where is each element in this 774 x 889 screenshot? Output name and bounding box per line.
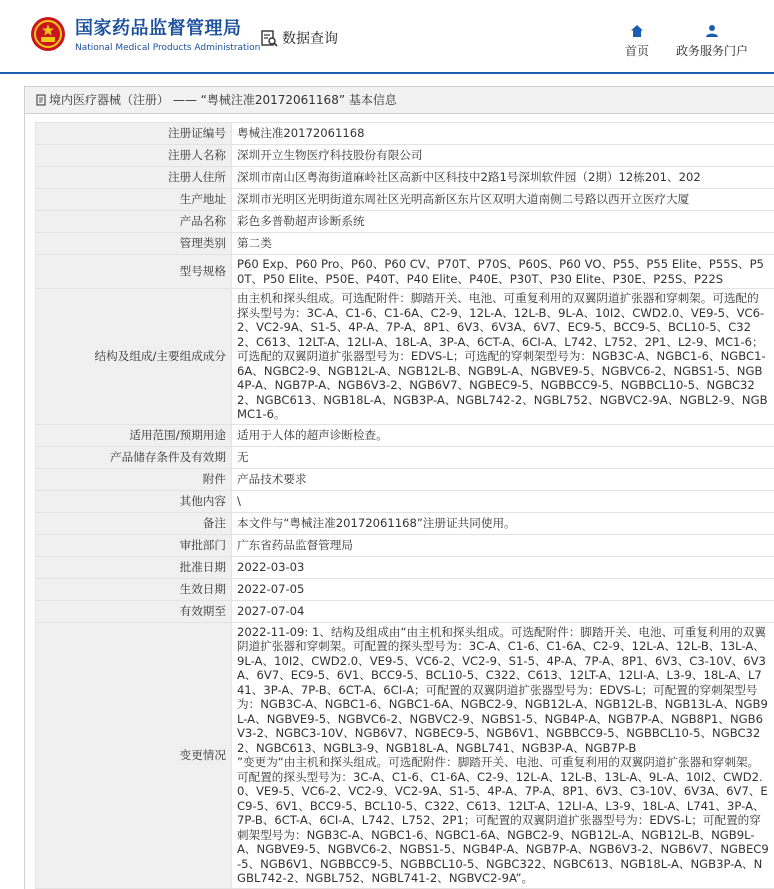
row-value: 本文件与“粤械注准20172061168”注册证共同使用。 — [232, 512, 774, 534]
row-value: P60 Exp、P60 Pro、P60、P60 CV、P70T、P70S、P60S、P60 VO、P55、P55 Elite、P55S、P50T、P50 Elite、P50E、P40T、P40 Elite、P40E、P30T、P30 Elite、P30E、P25S、P22S — [232, 255, 774, 289]
row-label: 管理类别 — [36, 233, 232, 255]
page-title: 境内医疗器械（注册） —— “粤械注准20172061168” 基本信息 — [49, 87, 397, 113]
row-value: 无 — [232, 446, 774, 468]
row-value: 2027-07-04 — [232, 600, 774, 622]
table-row — [36, 534, 774, 556]
row-label: 注册人住所 — [36, 167, 232, 189]
row-label: 生效日期 — [36, 578, 232, 600]
table-row — [36, 556, 774, 578]
org-name-en: National Medical Products Administration — [75, 42, 260, 54]
row-value: 深圳开立生物医疗科技股份有限公司 — [232, 145, 774, 167]
table-row — [36, 490, 774, 512]
org-name-cn: 国家药品监督管理局 — [75, 18, 260, 40]
row-value: 2022-11-09: 1、结构及组成由“由主机和探头组成。可选配附件：脚踏开关、电池、可重复利用的双翼阴道扩张器和穿刺架。可配置的探头型号为：3C-A、C1-6、C1-6A、C2-9、12L-A、12L-B、13L-A、9L-A、10I2、CWD2.0、VE9-5、VC6-2、VC2-9、S1-5、4P-A、7P-A、8P1、6V3、C3-10V、6V3A、6V7、EC9-5、6V1、BCC9-5、BCL10-5、C322、C613、12LT-A、12LI-A、L3-9、18L-A、L741、3P-A、7P-B、6CT-A、6CI-A；可配置的双翼阴道扩张器型号为：EDVS-L；可配置的穿刺架型号为：NGB3C-A、NGBC1-6、NGBC1-6A、NGBC2-9、NGB12L-A、NGB12L-B、NGB13L-A、NGB9L-A、NGBVE9-5、NGBVC6-2、NGBVC2-9、NGBS1-5、NGB4P-A、NGB7P-A、NGB8P1、NGB6V3-2、NGBC3-10V、NGB6V7、NGBEC9-5、NGB6V1、NGBBCC9-5、NGBBCL10-5、NGBC322、NGBC613、NGBL3-9、NGB18L-A、NGBL741、NGB3P-A、NGB7P-B ”变更为“由主机和探头组成。可选配附件：脚踏开关、电池、可重复利用的双翼阴道扩张器和穿刺架。可配置的探头型号为：3C-A、C1-6、C1-6A、C2-9、12L-A、12L-B、13L-A、9L-A、10I2、CWD2.0、VE9-5、VC6-2、VC2-9、VC2-9A、S1-5、4P-A、7P-A、8P1、6V3、C3-10V、6V3A、6V7、EC9-5、6V1、BCC9-5、BCL10-5、C322、C613、12LT-A、12LI-A、L3-9、18L-A、L741、3P-A、7P-B、6CT-A、6CI-A、L742、L752、2P1；可配置的双翼阴道扩张器型号为：EDVS-L；可配置的穿刺架型号为：NGB3C-A、NGBC1-6、NGBC1-6A、NGBC2-9、NGB12L-A、NGB12L-B、NGB9L-A、NGBVE9-5、NGBVC6-2、NGBS1-5、NGB4P-A、NGB7P-A、NGB6V3-2、NGB6V7、NGBEC9-5、NGB6V1、NGBBCC9-5、NGBBCL10-5、NGBC322、NGBC613、NGB18L-A、NGB3P-A、NGBL742-2、NGBL752、NGBL741-2、NGBVC2-9A”。 — [232, 622, 774, 888]
data-query-label: 数据查询 — [282, 28, 338, 48]
row-value: 深圳市光明区光明街道东周社区光明高新区东片区双明大道南侧二号路以西开立医疗大厦 — [232, 189, 774, 211]
row-value: 深圳市南山区粤海街道麻岭社区高新中区科技中2路1号深圳软件园（2期）12栋201、202 — [232, 167, 774, 189]
row-label: 变更情况 — [36, 622, 232, 888]
row-value: \ — [232, 490, 774, 512]
table-row — [36, 600, 774, 622]
table-row — [36, 289, 774, 425]
row-label: 有效期至 — [36, 600, 232, 622]
table-row — [36, 578, 774, 600]
row-value: 第二类 — [232, 233, 774, 255]
brand[interactable] — [75, 18, 260, 54]
row-value: 广东省药品监督管理局 — [232, 534, 774, 556]
table-row — [36, 167, 774, 189]
row-value: 2022-03-03 — [232, 556, 774, 578]
user-icon — [705, 24, 719, 38]
home-icon — [630, 24, 644, 38]
info-table — [35, 122, 774, 889]
row-label: 附件 — [36, 468, 232, 490]
row-label: 适用范围/预期用途 — [36, 424, 232, 446]
table-row — [36, 189, 774, 211]
row-label: 注册人名称 — [36, 145, 232, 167]
row-label: 型号规格 — [36, 255, 232, 289]
table-row — [36, 255, 774, 289]
row-label: 其他内容 — [36, 490, 232, 512]
row-label: 批准日期 — [36, 556, 232, 578]
table-row — [36, 622, 774, 888]
row-label: 备注 — [36, 512, 232, 534]
data-query-link[interactable] — [260, 28, 338, 48]
row-label: 结构及组成/主要组成成分 — [36, 289, 232, 425]
document-icon — [35, 94, 47, 106]
nav-portal-label: 政务服务门户 — [676, 44, 748, 58]
table-row — [36, 424, 774, 446]
national-emblem-icon — [30, 16, 66, 52]
table-row — [36, 512, 774, 534]
table-row — [36, 123, 774, 145]
nav-service-portal[interactable] — [672, 24, 752, 59]
row-value: 适用于人体的超声诊断检查。 — [232, 424, 774, 446]
row-value: 2022-07-05 — [232, 578, 774, 600]
row-label: 注册证编号 — [36, 123, 232, 145]
detail-panel — [24, 86, 774, 889]
table-row — [36, 211, 774, 233]
row-label: 产品储存条件及有效期 — [36, 446, 232, 468]
table-row — [36, 145, 774, 167]
row-label: 生产地址 — [36, 189, 232, 211]
row-value: 产品技术要求 — [232, 468, 774, 490]
row-label: 产品名称 — [36, 211, 232, 233]
data-query-icon — [260, 29, 278, 47]
site-header — [0, 0, 774, 74]
nav-home[interactable] — [620, 24, 654, 59]
nav-home-label: 首页 — [625, 44, 649, 58]
row-value: 彩色多普勒超声诊断系统 — [232, 211, 774, 233]
table-row — [36, 233, 774, 255]
row-label: 审批部门 — [36, 534, 232, 556]
page-title-bar — [25, 87, 774, 114]
row-value: 粤械注准20172061168 — [232, 123, 774, 145]
row-value: 由主机和探头组成。可选配附件：脚踏开关、电池、可重复利用的双翼阴道扩张器和穿刺架。可选配的探头型号为：3C-A、C1-6、C1-6A、C2-9、12L-A、12L-B、9L-A、10I2、CWD2.0、VE9-5、VC6-2、VC2-9A、S1-5、4P-A、7P-A、8P1、6V3、6V3A、6V7、EC9-5、BCC9-5、BCL10-5、C322、C613、12LT-A、12LI-A、18L-A、3P-A、6CT-A、6CI-A、L742、L752、2P1、L2-9、MC1-6；可选配的双翼阴道扩张器型号为：EDVS-L；可选配的穿刺架型号为：NGB3C-A、NGBC1-6、NGBC1-6A、NGBC2-9、NGB12L-A、NGB12L-B、NGB9L-A、NGBVE9-5、NGBVC6-2、NGBS1-5、NGB4P-A、NGB7P-A、NGB6V3-2、NGB6V7、NGBEC9-5、NGBBCC9-5、NGBBCL10-5、NGBC322、NGBC613、NGB18L-A、NGB3P-A、NGBL742-2、NGBL752、NGBVC2-9A、NGBL2-9、NGBMC1-6。 — [232, 289, 774, 425]
table-row — [36, 468, 774, 490]
table-row — [36, 446, 774, 468]
